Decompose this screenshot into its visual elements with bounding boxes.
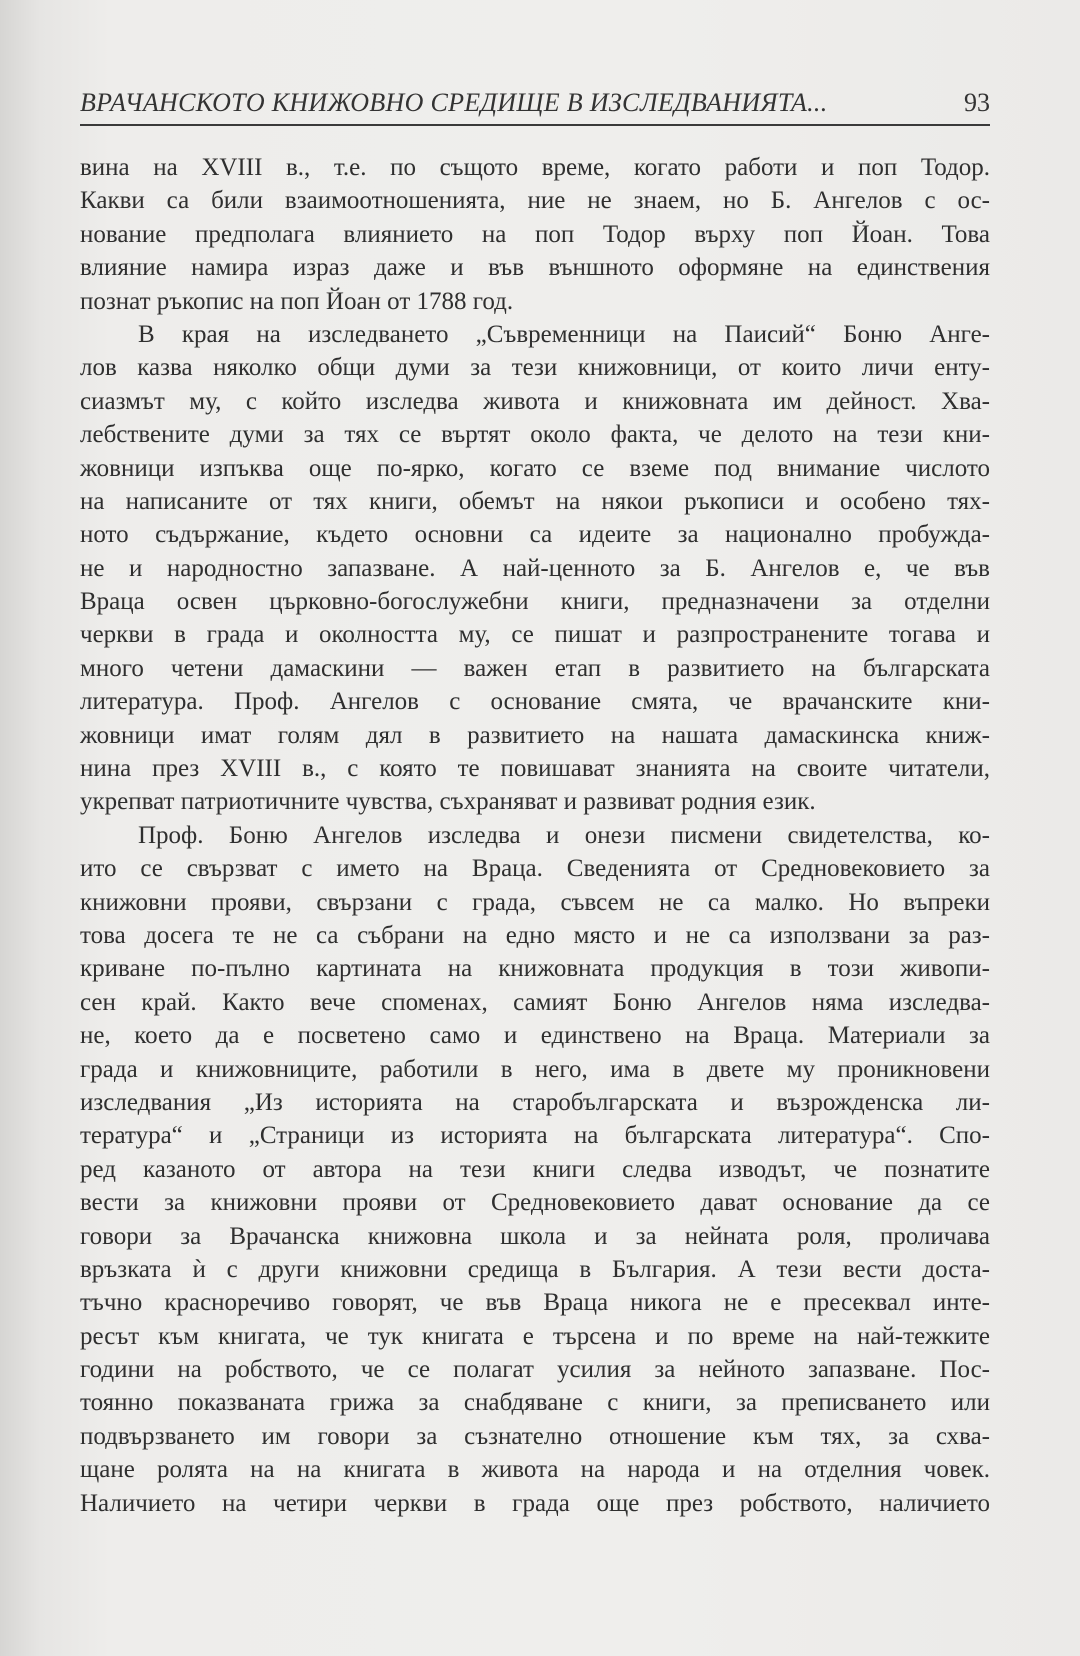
page-header: [80, 80, 990, 126]
text-line: на написаните от тях книги, обемът на някои ръкописи и особено тях-: [80, 487, 990, 515]
text-line: вести за книжовни прояви от Средновековието дават основание да се: [80, 1189, 990, 1217]
text-line: книжовни прояви, свързани с града, съвсем не са малко. Но въпреки: [80, 888, 990, 916]
text-line: тература“ и „Страници из историята на българската литература“. Спо-: [80, 1122, 990, 1150]
paragraph-2: [80, 318, 990, 819]
text-line: жовници имат голям дял в развитието на нашата дамаскинска книж-: [80, 721, 990, 749]
text-line: нина през XVIII в., с която те повишават знанията на своите читатели,: [80, 755, 990, 783]
text-line: укрепват патриотичните чувства, съхраняват и развиват родния език.: [80, 788, 816, 816]
text-line: ресът към книгата, че тук книгата е търсена и по време на най-тежките: [80, 1322, 990, 1350]
paragraph-1: [80, 151, 990, 318]
text-line: Наличието на четири черкви в града още през робството, наличието: [80, 1489, 990, 1517]
text-line: говори за Врачанска книжовна школа и за нейната роля, проличава: [80, 1222, 990, 1250]
text-line: много четени дамаскини — важен етап в развитието на българската: [80, 654, 990, 682]
text-line: не и народностно запазване. А най-ценното за Б. Ангелов е, че във: [80, 554, 990, 582]
text-line: литература. Проф. Ангелов с основание смята, че врачанските кни-: [80, 688, 990, 716]
text-line: В края на изследването „Съвременници на Паисий“ Боню Анге-: [138, 320, 990, 348]
text-line: ното съдържание, където основни са идеите за национално пробужда-: [80, 521, 990, 549]
text-line: жовници изпъква още по-ярко, когато се вземе под внимание числото: [80, 454, 990, 482]
paragraph-3: [80, 819, 990, 1520]
text-line: лов казва няколко общи думи за тези книжовници, от които личи енту-: [80, 354, 990, 382]
text-line: щане ролята на на книгата в живота на народа и на отделния човек.: [80, 1456, 990, 1484]
text-line: Какви са били взаимоотношенията, ние не знаем, но Б. Ангелов с ос-: [80, 187, 990, 215]
text-line: подвързването им говори за съзнателно отношение към тях, за схва-: [80, 1422, 990, 1450]
text-line: Проф. Боню Ангелов изследва и онези писмени свидетелства, ко-: [138, 821, 990, 849]
text-line: града и книжовниците, работили в него, има в двете му проникновени: [80, 1055, 990, 1083]
body-text: [80, 151, 990, 1520]
text-line: вина на XVIII в., т.е. по същото време, когато работи и поп Тодор.: [80, 154, 990, 181]
text-line: познат ръкопис на поп Йоан от 1788 год.: [80, 287, 514, 315]
running-title: ВРАЧАНСКОТО КНИЖОВНО СРЕДИЩЕ В ИЗСЛЕДВАНИЯТА...: [80, 88, 828, 117]
text-line: сен край. Както вече споменах, самият Боню Ангелов няма изследва-: [80, 988, 990, 1016]
text-line: нование предполага влиянието на поп Тодор върху поп Йоан. Това: [80, 220, 990, 248]
text-line: криване по-пълно картината на книжовната продукция в този живопи-: [80, 955, 990, 983]
text-line: не, което да е посветено само и единствено на Враца. Материали за: [80, 1022, 990, 1050]
text-line: това досега те не са събрани на едно място и не са използвани за раз-: [80, 921, 990, 949]
text-line: сиазмът му, с който изследва живота и книжовната им дейност. Хва-: [80, 387, 990, 415]
page-number: 93: [964, 88, 990, 117]
text-line: тоянно показваната грижа за снабдяване с книги, за преписването или: [80, 1389, 990, 1417]
text-line: лебствените думи за тях се въртят около факта, че делото на тези кни-: [80, 421, 990, 449]
text-line: връзката ѝ с други книжовни средища в България. А тези вести доста-: [80, 1255, 990, 1283]
text-line: черкви в града и околността му, се пишат и разпространените тогава и: [80, 621, 990, 649]
text-line: Враца освен църковно-богослужебни книги, предназначени за отделни: [80, 588, 990, 616]
text-line: ред казаното от автора на тези книги следва изводът, че познатите: [80, 1155, 990, 1183]
text-line: тъчно красноречиво говорят, че във Враца никога не е пресеквал инте-: [80, 1289, 990, 1317]
text-line: изследвания „Из историята на старобългарската и възрожденска ли-: [80, 1088, 990, 1116]
text-line: влияние намира израз даже и във външното оформяне на единствения: [80, 254, 990, 282]
text-line: ито се свързват с името на Враца. Сведенията от Средновековието за: [80, 855, 990, 883]
text-line: години на робството, че се полагат усилия за нейното запазване. Пос-: [80, 1356, 990, 1384]
